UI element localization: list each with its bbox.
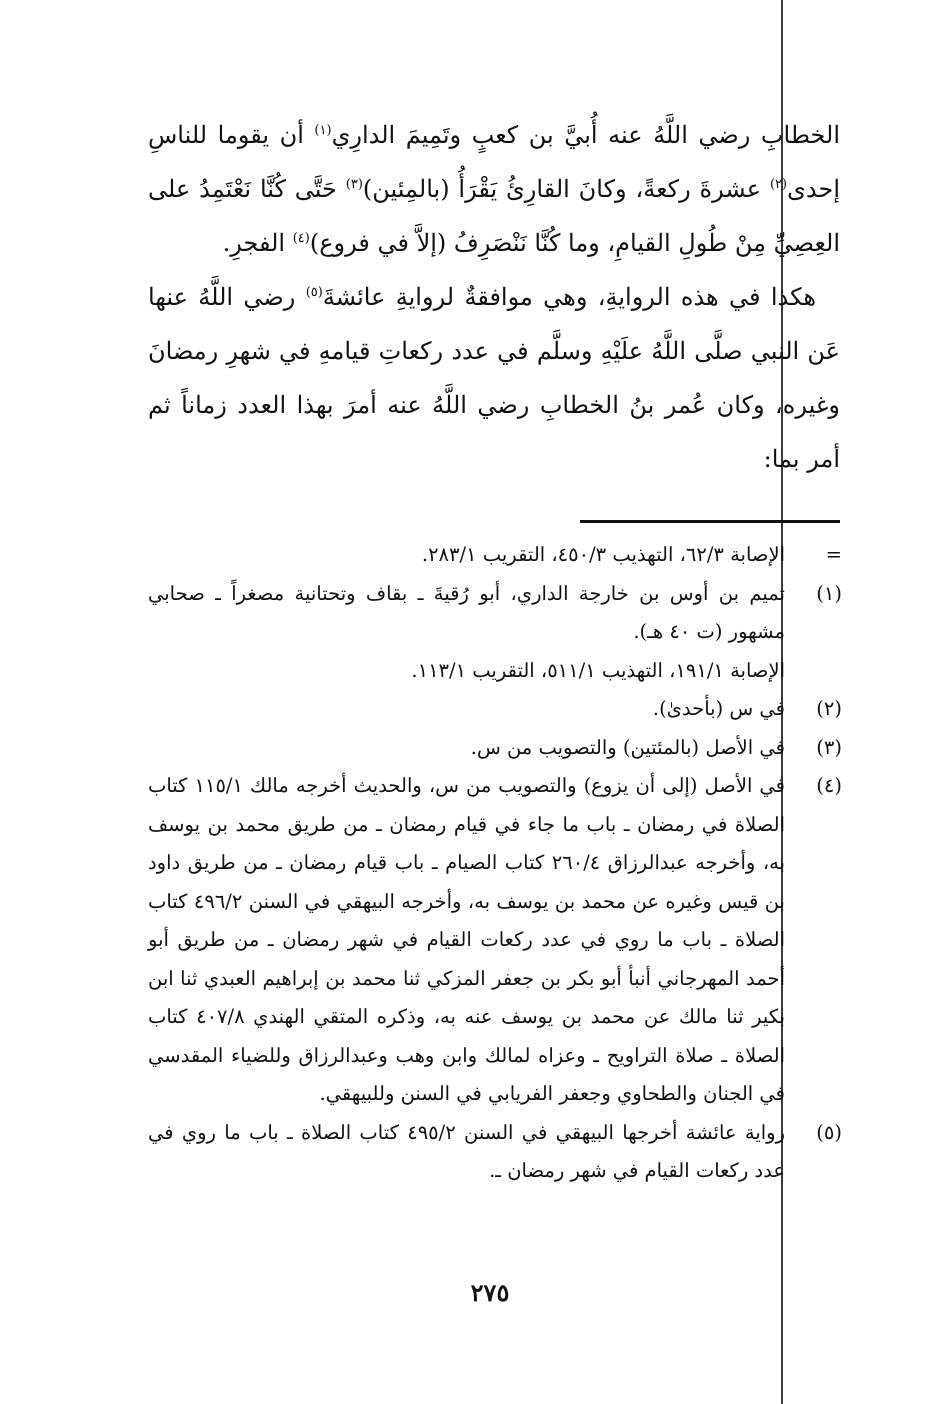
main-text bbox=[148, 108, 840, 486]
footnote-item bbox=[148, 536, 842, 575]
footnote-ref-3: (٣) bbox=[345, 177, 363, 192]
footnote-number: (٢) bbox=[816, 697, 842, 720]
text-segment: أن يقوما للناسِ إحدى bbox=[148, 121, 840, 203]
text-segment: حَتَّى كُنَّا نَعْتَمِدُ على العِصِيِّ مِنْ طُولِ القيامِ، وما كُنَّا نَنْصَرِفُ (إلاَّ في فروع) bbox=[148, 175, 840, 257]
footnote-text: الإصابة ٦٢/٣، التهذيب ٤٥٠/٣، التقريب ٢٨٣/١. bbox=[421, 543, 785, 566]
footnote-item bbox=[148, 1114, 842, 1191]
footnote-number bbox=[785, 652, 842, 691]
footnote-separator bbox=[580, 520, 840, 523]
footnote-text: في الأصل (إلى أن يزوع) والتصويب من س، والحديث أخرجه مالك ١١٥/١ كتاب الصلاة في رمضان ـ باب ما جاء في قيام رمضان ـ من طريق محمد بن يوسف به، وأخرجه عبدالرزاق ٢٦٠/٤ كتاب الصيام ـ باب قيام رمضان ـ من طريق داود بن قيس وغيره عن محمد بن يوسف به، وأخرجه البيهقي في السنن ٤٩٦/٢ كتاب الصلاة ـ باب ما روي في عدد ركعات القيام في شهر رمضان ـ من طريق أبو أحمد المهرجاني أنبأ أبو بكر بن جعفر المزكي ثنا محمد بن إبراهيم العبدي ثنا ابن بكير ثنا مالك عن محمد بن يوسف عنه به، وذكره المتقي الهندي ٤٠٧/٨ كتاب الصلاة ـ صلاة التراويح ـ وعزاه لمالك وابن وهب وعبدالرزاق وللضياء المقدسي في الجنان والطحاوي وجعفر الفريابي في السنن وللبيهقي. bbox=[148, 774, 785, 1105]
page-number: ٢٧٥ bbox=[470, 1278, 510, 1307]
footnote-number: (٥) bbox=[816, 1120, 842, 1144]
footnote-ref-1: (١) bbox=[314, 123, 332, 138]
text-segment: هكذا في هذه الروايةِ، وهي موافقةٌ لروايةِ عائشةَ bbox=[322, 283, 817, 311]
footnote-item bbox=[148, 767, 842, 1114]
footnote-text: في الأصل (بالمئتين) والتصويب من س. bbox=[470, 735, 785, 759]
paragraph-2 bbox=[148, 270, 840, 486]
footnote-text: في س (بأحدىٰ). bbox=[652, 697, 785, 720]
footnotes bbox=[148, 536, 842, 1191]
footnote-item bbox=[148, 652, 842, 691]
text-segment: عشرةَ ركعةً، وكانَ القارِئُ يَقْرَأُ (بالمِئين) bbox=[362, 175, 770, 203]
footnote-item bbox=[148, 690, 842, 729]
footnote-text: تميم بن أوس بن خارجة الداري، أبو رُقيةَ ـ بقاف وتحتانية مصغراً ـ صحابي مشهور (ت ٤٠ هـ). bbox=[148, 581, 785, 643]
paragraph-1 bbox=[148, 108, 840, 270]
footnote-text: الإصابة ١٩١/١، التهذيب ٥١١/١، التقريب ١١٣/١. bbox=[411, 658, 785, 682]
footnote-number: (٤) bbox=[816, 774, 842, 797]
footnote-number: (٣) bbox=[816, 735, 842, 759]
footnote-ref-4: (٤) bbox=[292, 231, 310, 246]
footnote-item bbox=[148, 575, 842, 652]
text-segment: الخطابِ رضي اللَّهُ عنه أُبيَّ بن كعبٍ وتَمِيمَ الدارِي bbox=[331, 121, 840, 149]
text-segment: الفجرِ. bbox=[222, 229, 293, 257]
footnote-text: رواية عائشة أخرجها البيهقي في السنن ٤٩٥/٢ كتاب الصلاة ـ باب ما روي في عدد ركعات القيام في شهر رمضان ـ. bbox=[148, 1120, 785, 1182]
footnote-number: (١) bbox=[816, 581, 842, 605]
footnote-number: = bbox=[825, 543, 842, 566]
footnote-ref-2: (٢) bbox=[769, 177, 788, 192]
footnote-ref-5: (٥) bbox=[305, 285, 323, 300]
text-segment: رضي اللَّهُ عنها عَن النبي صلَّى اللَّهُ علَيْهِ وسلَّم في عدد ركعاتِ قيامهِ في شهرِ رمضانَ وغيره، وكان عُمر بنُ الخطابِ رضي اللَّهُ عنه أمرَ بهذا العدد زماناً ثم أمر بما: bbox=[148, 283, 840, 473]
footnote-item bbox=[148, 729, 842, 768]
